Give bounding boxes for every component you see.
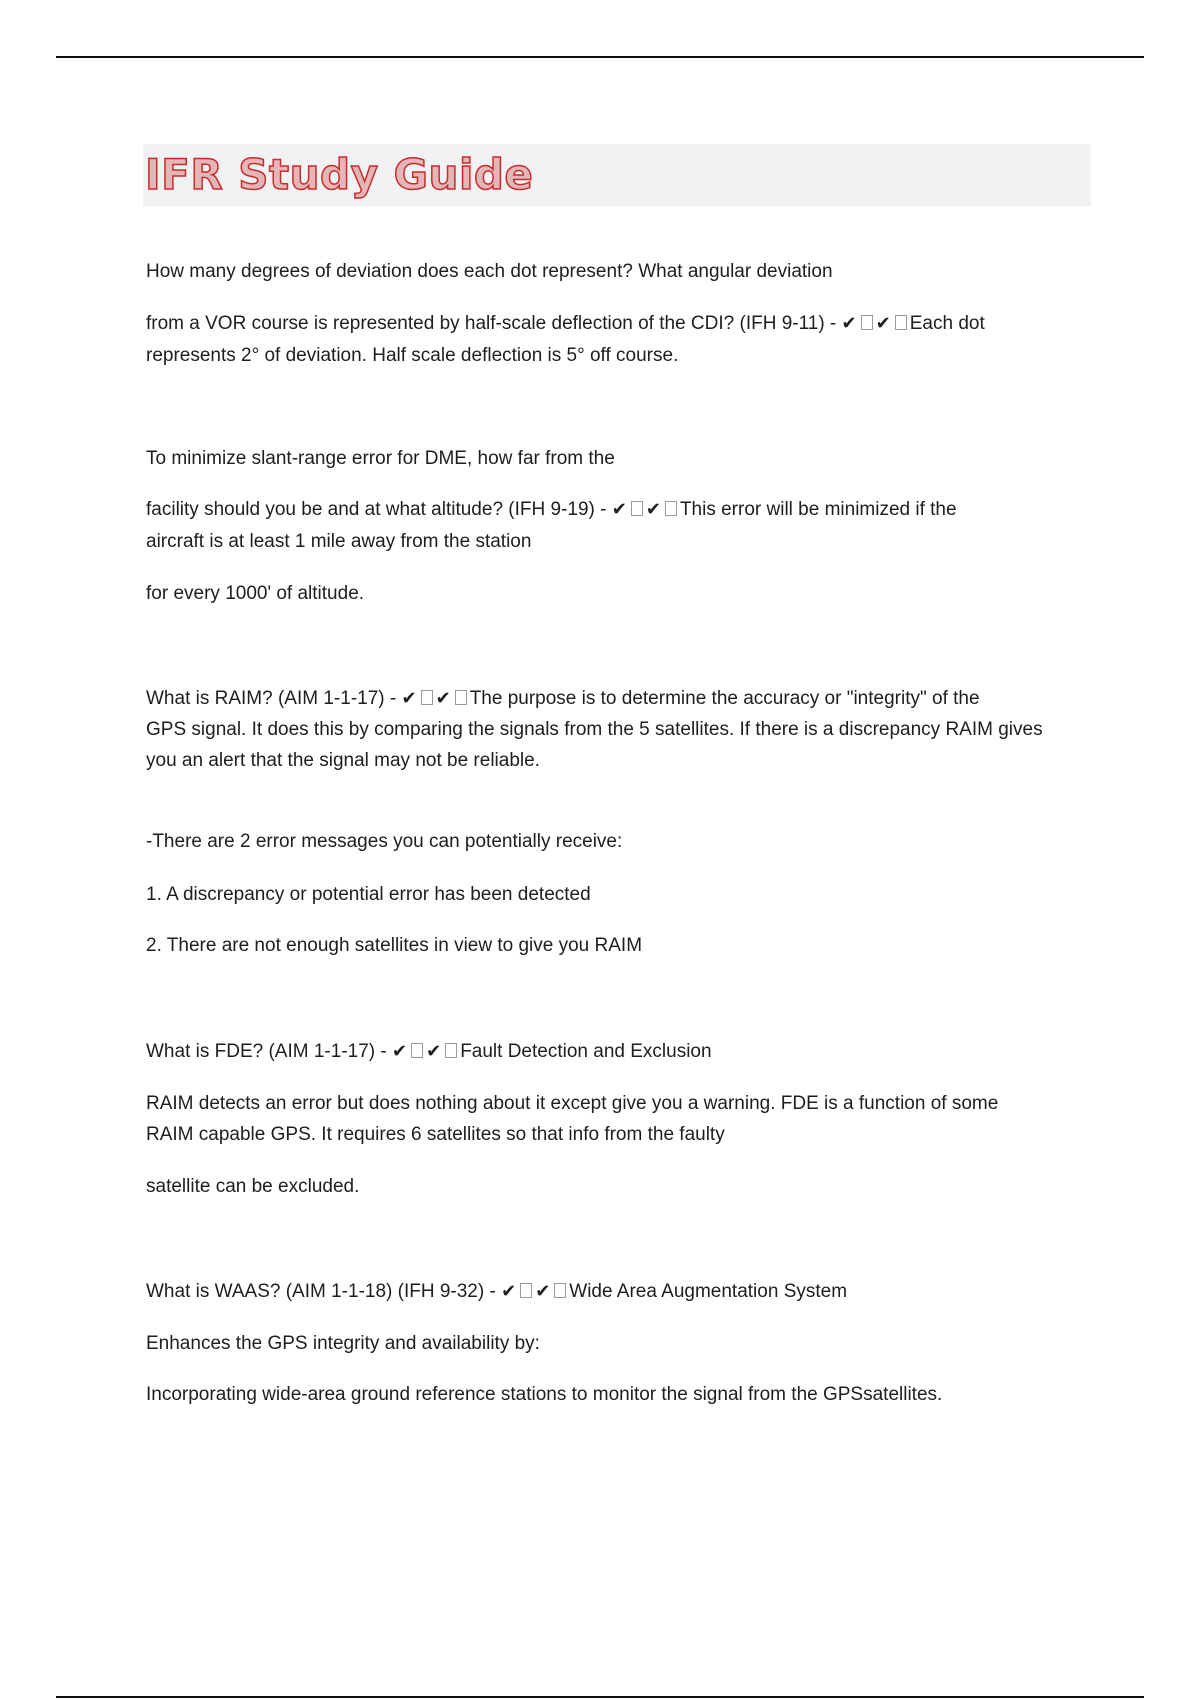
check-icon: ✔ <box>392 1041 408 1062</box>
document-title: IFR Study Guide <box>145 150 534 199</box>
check-icon: ✔ <box>501 1281 517 1302</box>
check-icon: ✔ <box>611 499 627 520</box>
raim-messages-intro: -There are 2 error messages you can potentially receive: <box>146 831 623 852</box>
check-icon: ✔ <box>645 499 661 520</box>
raim-answer-start: The purpose is to determine the accuracy or "integrity" of the <box>469 688 980 709</box>
header-rule <box>56 56 1144 58</box>
fde-answer-line-3: RAIM capable GPS. It requires 6 satellites so that info from the faulty <box>146 1124 725 1145</box>
dme-answer-line-2: aircraft is at least 1 mile away from the station <box>146 531 532 552</box>
dme-answer-start: This error will be minimized if the <box>679 499 957 520</box>
missing-glyph-box-icon <box>421 690 433 705</box>
missing-glyph-box-icon <box>861 315 873 330</box>
check-icon: ✔ <box>435 688 451 709</box>
vor-question-line-2 <box>146 308 1106 339</box>
vor-question-text: from a VOR course is represented by half-scale deflection of the CDI? (IFH 9-11) - <box>146 313 842 334</box>
waas-question-text: What is WAAS? (AIM 1-1-18) (IFH 9-32) - <box>146 1281 502 1302</box>
missing-glyph-box-icon <box>554 1283 566 1298</box>
dme-question-line-2 <box>146 494 1106 525</box>
vor-answer-line: represents 2° of deviation. Half scale deflection is 5° off course. <box>146 345 679 366</box>
fde-answer-start: Fault Detection and Exclusion <box>460 1041 712 1062</box>
dme-question-line-1: To minimize slant-range error for DME, how far from the <box>146 448 615 469</box>
dme-answer-line-3: for every 1000' of altitude. <box>146 583 365 604</box>
check-icon: ✔ <box>535 1281 551 1302</box>
fde-question-text: What is FDE? (AIM 1-1-17) - <box>146 1041 392 1062</box>
check-icon: ✔ <box>401 688 417 709</box>
raim-question-text: What is RAIM? (AIM 1-1-17) - <box>146 688 402 709</box>
fde-answer-line-4: satellite can be excluded. <box>146 1176 360 1197</box>
raim-message-1: 1. A discrepancy or potential error has been detected <box>146 884 591 905</box>
fde-answer-line-2: RAIM detects an error but does nothing about it except give you a warning. FDE is a function of some <box>146 1093 999 1114</box>
raim-question-line <box>146 683 1106 714</box>
raim-message-2: 2. There are not enough satellites in view to give you RAIM <box>146 935 643 956</box>
waas-answer-start: Wide Area Augmentation System <box>569 1281 848 1302</box>
missing-glyph-box-icon <box>455 690 467 705</box>
check-icon: ✔ <box>875 313 891 334</box>
fde-question-line <box>146 1036 1106 1067</box>
raim-answer-line-3: you an alert that the signal may not be reliable. <box>146 750 540 771</box>
check-icon: ✔ <box>841 313 857 334</box>
footer-rule <box>56 1696 1144 1698</box>
waas-answer-line-2: Enhances the GPS integrity and availability by: <box>146 1333 540 1354</box>
check-icon: ✔ <box>426 1041 442 1062</box>
missing-glyph-box-icon <box>445 1043 457 1058</box>
vor-answer-start: Each dot <box>909 313 985 334</box>
missing-glyph-box-icon <box>411 1043 423 1058</box>
missing-glyph-box-icon <box>665 501 677 516</box>
waas-answer-line-3: Incorporating wide-area ground reference stations to monitor the signal from the GPSsatellites. <box>146 1384 943 1405</box>
missing-glyph-box-icon <box>895 315 907 330</box>
waas-question-line <box>146 1276 1106 1307</box>
missing-glyph-box-icon <box>631 501 643 516</box>
raim-answer-line-2: GPS signal. It does this by comparing the signals from the 5 satellites. If there is a discrepancy RAIM gives <box>146 719 1043 740</box>
vor-question-line-1: How many degrees of deviation does each dot represent? What angular deviation <box>146 261 833 282</box>
missing-glyph-box-icon <box>520 1283 532 1298</box>
title-banner <box>143 144 1091 206</box>
dme-question-text: facility should you be and at what altitude? (IFH 9-19) - <box>146 499 612 520</box>
